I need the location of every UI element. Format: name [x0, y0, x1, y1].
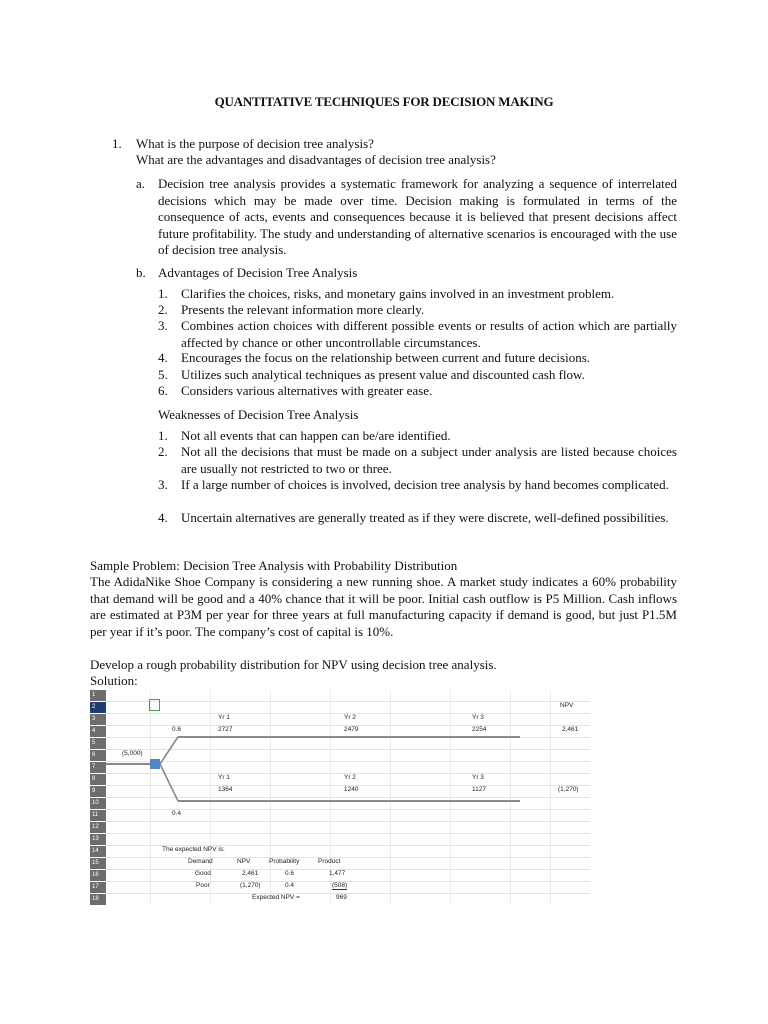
good-cashflow: 2254 [472, 726, 487, 733]
poor-year-label: Yr 1 [218, 774, 230, 781]
good-year-label: Yr 1 [218, 714, 230, 721]
poor-cashflow: 1240 [344, 786, 359, 793]
decision-node [150, 759, 160, 769]
advantage-number: 2. [158, 302, 168, 317]
npv-header: NPV [560, 702, 574, 709]
row-header: 12 [90, 822, 106, 833]
poor-npv: (1,270) [558, 786, 579, 793]
root-branch-line [106, 763, 150, 765]
row-header: 15 [90, 858, 106, 869]
develop-instruction: Develop a rough probability distribution for NPV using decision tree analysis. [90, 657, 497, 672]
row-header: 17 [90, 882, 106, 893]
advantage-number: 6. [158, 383, 168, 398]
good-probability: 0.6 [172, 726, 182, 733]
row-header: 11 [90, 810, 106, 821]
weakness-number: 1. [158, 428, 168, 443]
row-header: 7 [90, 762, 106, 773]
table-cell: Good [195, 870, 211, 877]
good-year-label: Yr 3 [472, 714, 484, 721]
advantage-number: 5. [158, 367, 168, 382]
row-header: 14 [90, 846, 106, 857]
selected-cell [149, 699, 160, 711]
expected-npv-value: 969 [336, 894, 347, 901]
row-header: 9 [90, 786, 106, 797]
poor-cashflow: 1127 [472, 786, 486, 793]
good-branch-line [178, 736, 520, 738]
row-header: 2 [90, 702, 106, 713]
item-b-label: b. [136, 265, 146, 280]
table-cell: 1,477 [329, 870, 346, 877]
poor-branch-line [178, 800, 520, 802]
weakness-number: 3. [158, 477, 168, 492]
table-header: Probability [269, 858, 300, 865]
weakness-item: If a large number of choices is involved, decision tree analysis by hand becomes complicated. [181, 477, 669, 492]
advantage-item: Utilizes such analytical techniques as present value and discounted cash flow. [181, 367, 585, 382]
row-header: 10 [90, 798, 106, 809]
table-cell: Poor [196, 882, 210, 889]
sample-heading: Sample Problem: Decision Tree Analysis with Probability Distribution [90, 558, 458, 573]
row-header: 1 [90, 690, 106, 701]
weakness-number: 2. [158, 444, 168, 459]
advantage-number: 1. [158, 286, 168, 301]
sample-text: The AdidaNike Shoe Company is considering a new running shoe. A market study indicates a 60% probability that demand will be good and a 40% chance that it will be poor. Initial cash outflow is P5 Million. Cash inflows are estimated at P3M per year for three years at full manufacturing capacity if demand is good, but just P1.5M per year if it’s poor. The company’s cost of capital is 10%. [90, 574, 677, 639]
row-header: 16 [90, 870, 106, 881]
page-title: QUANTITATIVE TECHNIQUES FOR DECISION MAKING [214, 94, 554, 109]
poor-probability: 0.4 [172, 810, 182, 817]
item-a-label: a. [136, 176, 146, 191]
row-header: 4 [90, 726, 106, 737]
good-cashflow: 2727 [218, 726, 233, 733]
initial-outflow: (5,000) [122, 750, 143, 757]
advantage-item: Considers various alternatives with greater ease. [181, 383, 433, 398]
row-header: 3 [90, 714, 106, 725]
advantage-number: 4. [158, 350, 168, 365]
row-header: 6 [90, 750, 106, 761]
advantages-heading: Advantages of Decision Tree Analysis [158, 265, 358, 280]
weakness-item: Not all the decisions that must be made on a subject under analysis are listed because choices are usually not restricted to two or three. [181, 444, 677, 476]
advantage-item: Encourages the focus on the relationship between current and future decisions. [181, 350, 590, 365]
advantage-item: Combines action choices with different possible events or results of action which are partially affected by chance or other uncontrollable circumstances. [181, 318, 677, 350]
table-header: NPV [237, 858, 251, 865]
question-line-2: What are the advantages and disadvantages of decision tree analysis? [136, 152, 496, 167]
branch-splits [160, 735, 180, 803]
row-header: 13 [90, 834, 106, 845]
table-cell: (508) [332, 882, 348, 889]
weakness-number: 4. [158, 510, 168, 525]
spreadsheet-screenshot [90, 690, 590, 904]
row-header: 8 [90, 774, 106, 785]
weakness-item: Not all events that can happen can be/are identified. [181, 428, 451, 443]
good-year-label: Yr 2 [344, 714, 356, 721]
weakness-item: Uncertain alternatives are generally treated as if they were discrete, well-defined possibilities. [181, 510, 669, 525]
weaknesses-heading: Weaknesses of Decision Tree Analysis [158, 407, 359, 422]
good-npv: 2,461 [562, 726, 579, 733]
advantage-item: Clarifies the choices, risks, and monetary gains involved in an investment problem. [181, 286, 615, 301]
question-line-1: What is the purpose of decision tree analysis? [136, 136, 374, 151]
poor-year-label: Yr 2 [344, 774, 356, 781]
row-header: 5 [90, 738, 106, 749]
solution-label: Solution: [90, 673, 138, 688]
table-cell: 0.4 [285, 882, 295, 889]
item-a-text: Decision tree analysis provides a systematic framework for analyzing a sequence of interrelated decisions which may be made over time. Decision making is formulated in terms of the consequence of acts, events and consequences because it is believed that present decisions affect future profitability. The study and understanding of alternative scenarios is encouraged with the use of decision tree analysis. [158, 176, 677, 257]
poor-cashflow: 1364 [218, 786, 233, 793]
table-cell: 0.6 [285, 870, 295, 877]
expected-npv-label: Expected NPV = [252, 894, 300, 901]
advantage-number: 3. [158, 318, 168, 333]
table-header: Demand [188, 858, 213, 865]
question-number: 1. [112, 136, 122, 151]
table-header: Product [318, 858, 341, 865]
good-cashflow: 2479 [344, 726, 359, 733]
table-cell: (1,270) [240, 882, 261, 889]
poor-year-label: Yr 3 [472, 774, 484, 781]
advantage-item: Presents the relevant information more clearly. [181, 302, 425, 317]
table-cell: 2,461 [242, 870, 259, 877]
expected-npv-title: The expected NPV is: [162, 846, 225, 853]
row-header: 18 [90, 894, 106, 905]
